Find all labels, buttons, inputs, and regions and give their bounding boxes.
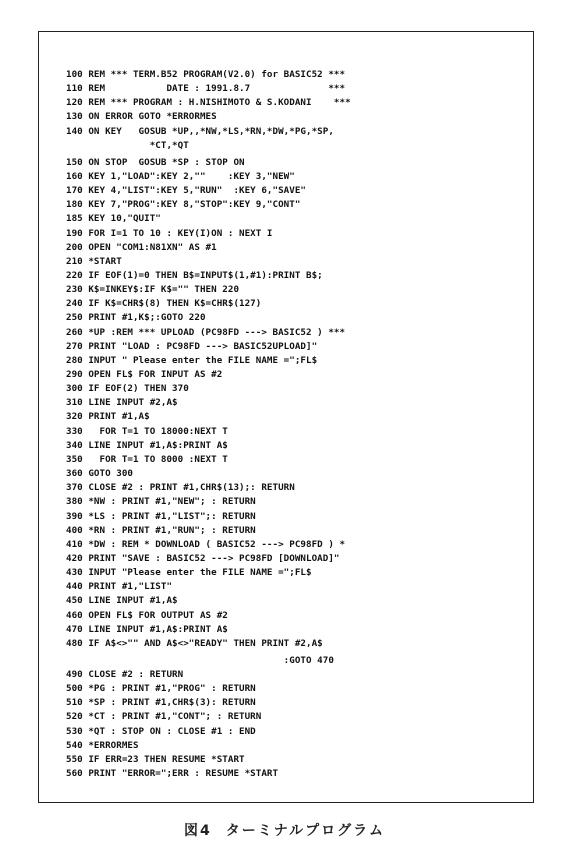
code-line: :GOTO 470: [66, 654, 334, 666]
code-line: 270 PRINT "LOAD : PC98FD ---> BASIC52UPLOAD]": [66, 340, 318, 352]
code-line: 210 *START: [66, 255, 122, 267]
code-line: 110 REM DATE : 1991.8.7 ***: [66, 83, 346, 95]
code-line: 160 KEY 1,"LOAD":KEY 2,"" :KEY 3,"NEW": [66, 170, 295, 182]
code-line: 320 PRINT #1,A$: [66, 411, 150, 423]
code-line: 420 PRINT "SAVE : BASIC52 ---> PC98FD [DOWNLOAD]": [66, 552, 340, 564]
code-line: 130 ON ERROR GOTO *ERRORMES: [66, 111, 217, 123]
code-line: 120 REM *** PROGRAM : H.NISHIMOTO & S.KODANI ***: [66, 97, 351, 109]
code-line: 185 KEY 10,"QUIT": [66, 213, 161, 225]
code-line: 350 FOR T=1 TO 8000 :NEXT T: [66, 453, 228, 465]
code-line: 360 GOTO 300: [66, 468, 133, 480]
code-line: 100 REM *** TERM.B52 PROGRAM(V2.0) for BASIC52 ***: [66, 69, 346, 80]
code-line: 370 CLOSE #2 : PRINT #1,CHR$(13);: RETURN: [66, 482, 295, 494]
code-line: 280 INPUT " Please enter the FILE NAME =";FL$: [66, 354, 318, 366]
code-line: 520 *CT : PRINT #1,"CONT"; : RETURN: [66, 711, 262, 723]
code-line: 140 ON KEY GOSUB *UP,,*NW,*LS,*RN,*DW,*PG,*SP,: [66, 125, 334, 137]
code-line: 200 OPEN "COM1:N81XN" AS #1: [66, 241, 217, 253]
code-line: 170 KEY 4,"LIST":KEY 5,"RUN" :KEY 6,"SAVE": [66, 185, 306, 197]
code-line: 340 LINE INPUT #1,A$:PRINT A$: [66, 439, 228, 451]
code-line: 380 *NW : PRINT #1,"NEW"; : RETURN: [66, 496, 256, 508]
code-line: 300 IF EOF(2) THEN 370: [66, 383, 189, 395]
code-line: 410 *DW : REM * DOWNLOAD ( BASIC52 ---> PC98FD ) *: [66, 538, 346, 550]
code-line: 500 *PG : PRINT #1,"PROG" : RETURN: [66, 683, 256, 695]
code-line: 490 CLOSE #2 : RETURN: [66, 669, 184, 680]
code-line: 430 INPUT "Please enter the FILE NAME =";FL$: [66, 567, 312, 579]
figure-caption: [0, 820, 569, 840]
figure-number: 図4: [184, 823, 212, 839]
code-line: 250 PRINT #1,K$;:GOTO 220: [66, 312, 206, 324]
figure-title: ターミナルプログラム: [225, 823, 385, 839]
code-line: 180 KEY 7,"PROG":KEY 8,"STOP":KEY 9,"CONT": [66, 199, 301, 211]
program-listing: [66, 68, 526, 796]
code-line: 330 FOR T=1 TO 18000:NEXT T: [66, 425, 228, 437]
code-line: 150 ON STOP GOSUB *SP : STOP ON: [66, 156, 245, 168]
code-line: 400 *RN : PRINT #1,"RUN"; : RETURN: [66, 524, 256, 536]
code-line: 540 *ERRORMES: [66, 739, 139, 751]
code-line: 440 PRINT #1,"LIST": [66, 581, 173, 593]
code-line: 260 *UP :REM *** UPLOAD (PC98FD ---> BASIC52 ) ***: [66, 326, 346, 338]
code-line: 450 LINE INPUT #1,A$: [66, 595, 178, 607]
code-line: 310 LINE INPUT #2,A$: [66, 397, 178, 409]
code-line: 290 OPEN FL$ FOR INPUT AS #2: [66, 369, 223, 380]
code-line: 480 IF A$<>"" AND A$<>"READY" THEN PRINT #2,A$: [66, 637, 323, 649]
code-line: 390 *LS : PRINT #1,"LIST";: RETURN: [66, 510, 256, 522]
code-line: 460 OPEN FL$ FOR OUTPUT AS #2: [66, 609, 228, 621]
code-line: 470 LINE INPUT #1,A$:PRINT A$: [66, 623, 228, 635]
code-line: 510 *SP : PRINT #1,CHR$(3): RETURN: [66, 697, 256, 709]
code-line: 230 K$=INKEY$:IF K$="" THEN 220: [66, 284, 240, 296]
code-line: 550 IF ERR=23 THEN RESUME *START: [66, 753, 245, 765]
code-line: 220 IF EOF(1)=0 THEN B$=INPUT$(1,#1):PRINT B$;: [66, 269, 323, 281]
code-line: 240 IF K$=CHR$(8) THEN K$=CHR$(127): [66, 298, 262, 310]
code-line: *CT,*QT: [66, 139, 189, 151]
code-line: 530 *QT : STOP ON : CLOSE #1 : END: [66, 725, 256, 737]
code-line: 560 PRINT "ERROR=";ERR : RESUME *START: [66, 768, 279, 780]
code-line: 190 FOR I=1 TO 10 : KEY(I)ON : NEXT I: [66, 227, 273, 239]
